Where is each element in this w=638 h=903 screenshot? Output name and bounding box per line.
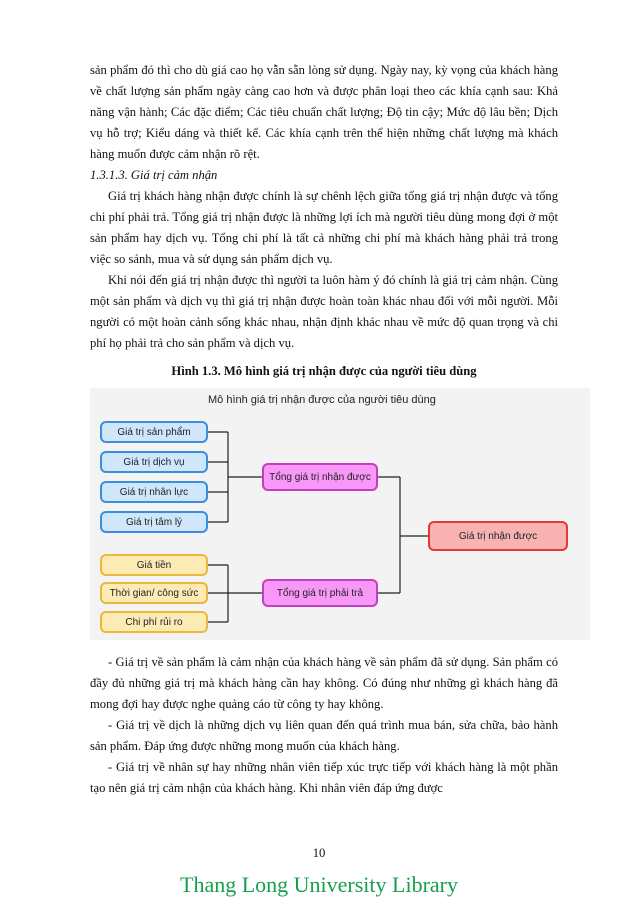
paragraph: Khi nói đến giá trị nhận được thì người ta luôn hàm ý đó chính là giá trị cảm nhận. Cùng một sản phẩm và dịch vụ thì giá trị nhận được hoàn toàn khác nhau đối với mỗi người. Mỗi người có một hoàn cảnh sống khác nhau, nhận định khác nhau về mức độ quan trọng và chi phí họ phải trả cho sản phẩm và dịch vụ.: [90, 273, 558, 350]
cost-item-price: Giá tiền: [100, 554, 208, 576]
cost-item-risk: Chi phí rủi ro: [100, 611, 208, 633]
result-box: Giá trị nhận được: [428, 521, 568, 551]
figure-caption: Hình 1.3. Mô hình giá trị nhận được của người tiêu dùng: [171, 364, 477, 378]
diagram-title: Mô hình giá trị nhận được của người tiêu dùng: [208, 394, 436, 406]
paragraph: - Giá trị về dịch là những dịch vụ liên quan đến quá trình mua bán, sửa chữa, bảo hành sản phẩm. Đáp ứng được những mong muốn của khách hàng.: [90, 718, 558, 753]
value-model-diagram: [90, 388, 590, 640]
paragraph: sản phẩm đó thì cho dù giá cao họ vẫn sẵn lòng sử dụng. Ngày nay, kỳ vọng của khách hàng về chất lượng sản phẩm ngày càng cao hơn và được phân loại theo các khía cạnh sau: Khả năng vận hành; Các đặc điểm; Các tiêu chuẩn chất lượng; Độ tin cậy; Mức độ lâu bền; Dịch vụ hỗ trợ; Kiểu dáng và thiết kế. Các khía cạnh trên thể hiện những chất lượng mà khách hàng muốn được cảm nhận rõ rệt.: [90, 63, 558, 161]
paragraph: - Giá trị về nhân sự hay những nhân viên tiếp xúc trực tiếp với khách hàng là một phần tạo nên giá trị cảm nhận của khách hàng. Khi nhân viên đáp ứng được: [90, 760, 558, 795]
bottom-text: [90, 652, 558, 799]
cost-item-time: Thời gian/ công sức: [100, 582, 208, 604]
paragraph: - Giá trị về sản phẩm là cảm nhận của khách hàng về sản phẩm đã sử dụng. Sản phẩm có đầy đủ những giá trị mà khách hàng cần hay không. Có đúng như những gì khách hàng đã mong đợi hay được nghe quảng cáo từ công ty hay không.: [90, 655, 558, 711]
value-item-service: Giá trị dịch vụ: [100, 451, 208, 473]
total-value-box: Tổng giá trị nhận được: [262, 463, 378, 491]
paragraph: Giá trị khách hàng nhận được chính là sự chênh lệch giữa tổng giá trị nhận được và tổng chi phí phải trả. Tổng giá trị nhận được là những lợi ích mà người tiêu dùng mong đợi ở một sản phẩm hay dịch vụ. Tổng chi phí là tất cả những chi phí mà khách hàng phải trả trong việc so sánh, mua và sử dụng sản phẩm dịch vụ.: [90, 189, 558, 266]
library-footer: Thang Long University Library: [180, 872, 458, 897]
total-cost-box: Tổng giá trị phải trả: [262, 579, 378, 607]
top-text: [90, 60, 558, 354]
value-item-personnel: Giá trị nhân lực: [100, 481, 208, 503]
value-item-psychology: Giá trị tâm lý: [100, 511, 208, 533]
value-item-product: Giá trị sản phẩm: [100, 421, 208, 443]
page-number: 10: [312, 846, 326, 860]
section-heading: 1.3.1.3. Giá trị cảm nhận: [90, 168, 218, 182]
